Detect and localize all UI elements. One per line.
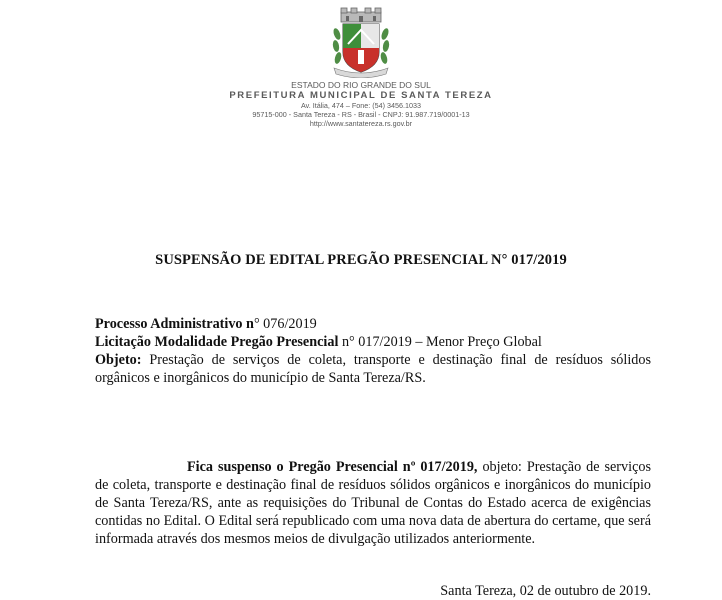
page-title: SUSPENSÃO DE EDITAL PREGÃO PRESENCIAL N° 017/2019 [155, 251, 567, 268]
process-line [95, 315, 651, 333]
notice-text: objeto: Prestação de serviços de coleta, transporte e destinação final de resíduos sólidos orgânicos e inorgânicos do município de Santa Tereza/RS, ante as requisições do Tribunal de Contas do Estado acerca de exigências contidas no Edital. O Edital será republicado com uma nova data de abertura do certame, que será informada através dos mesmos meios de divulgação utilizados anteriormente. [95, 459, 651, 547]
objeto-value: Prestação de serviços de coleta, transporte e destinação final de resíduos sólidos orgânicos e inorgânicos do município de Santa Tereza/RS. [95, 352, 651, 386]
objeto-label: Objeto: [95, 352, 142, 368]
letterhead-prefecture: PREFEITURA MUNICIPAL DE SANTA TEREZA [229, 90, 493, 101]
process-value: ° 076/2019 [253, 316, 317, 332]
letterhead-cep-cnpj: 95715-000 - Santa Tereza - RS - Brasil - CNPJ: 91.987.719/0001-13 [252, 110, 470, 119]
licitacao-line [95, 333, 651, 351]
letterhead [0, 6, 722, 128]
letterhead-address: Av. Itália, 474 – Fone: (54) 3456.1033 [300, 101, 421, 110]
letterhead-state: ESTADO DO RIO GRANDE DO SUL [291, 80, 431, 90]
process-label: Processo Administrativo n [95, 316, 254, 332]
municipal-crest-icon [330, 6, 392, 78]
objeto-line [95, 351, 651, 387]
notice-lead: Fica suspenso o Pregão Presencial nº 017/2019, [187, 459, 478, 475]
letterhead-website[interactable]: http://www.santatereza.rs.gov.br [309, 119, 413, 128]
notice-paragraph [95, 458, 651, 548]
licitacao-label: Licitação Modalidade Pregão Presencial [95, 334, 339, 350]
dateline: Santa Tereza, 02 de outubro de 2019. [440, 583, 651, 599]
licitacao-value: n° 017/2019 – Menor Preço Global [338, 334, 542, 350]
process-info [95, 315, 651, 387]
